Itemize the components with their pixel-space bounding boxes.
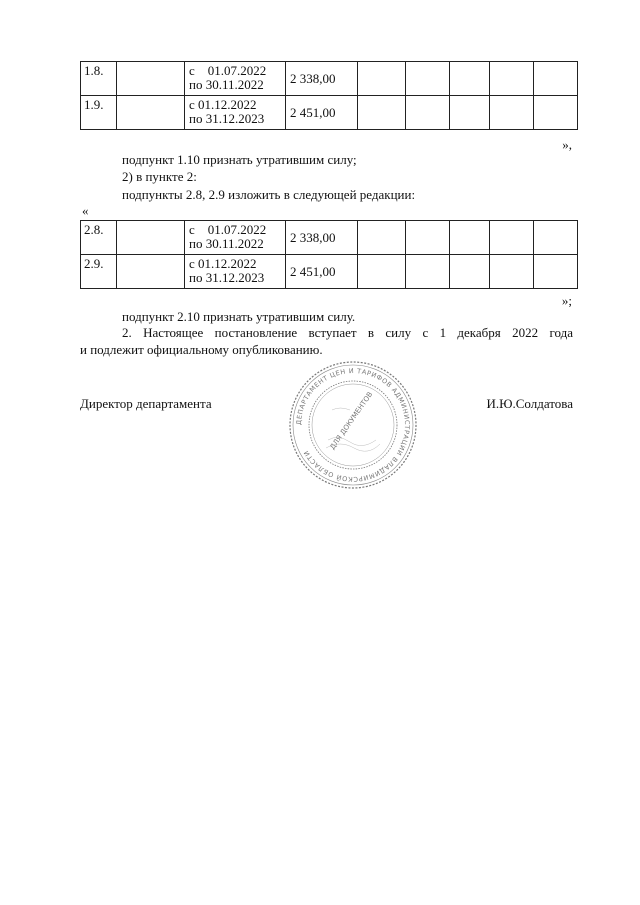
period-from: с 01.07.2022	[189, 63, 267, 78]
row-number: 1.8.	[81, 62, 117, 96]
paragraph: 2. Настоящее постановление вступает в силу с 1 декабря 2022 года	[122, 325, 573, 340]
row-number: 1.9.	[81, 96, 117, 130]
paragraph: 2) в пункте 2:	[122, 169, 197, 184]
paragraph: подпункты 2.8, 2.9 изложить в следующей редакции:	[122, 187, 416, 202]
empty-cell	[534, 96, 578, 130]
paragraph: и подлежит официальному опубликованию.	[80, 342, 323, 357]
price-cell: 2 451,00	[286, 96, 358, 130]
table-row	[81, 255, 578, 289]
period-from: с 01.12.2022	[189, 256, 257, 271]
period-from: с 01.07.2022	[189, 222, 267, 237]
period-from: с 01.12.2022	[189, 97, 257, 112]
period-cell	[185, 96, 286, 130]
period-to: по 30.11.2022	[189, 77, 264, 92]
empty-cell	[450, 221, 490, 255]
closing-quote: »;	[561, 293, 572, 308]
empty-cell	[534, 221, 578, 255]
empty-cell	[490, 255, 534, 289]
opening-quote: «	[82, 203, 89, 218]
empty-cell	[490, 96, 534, 130]
closing-quote: »,	[562, 137, 572, 152]
table-row	[81, 221, 578, 255]
seal-outer-text: ДЕПАРТАМЕНТ ЦЕН И ТАРИФОВ АДМИНИСТРАЦИИ ВЛАДИМИРСКОЙ ОБЛАСТИ	[294, 366, 412, 484]
price-cell: 2 451,00	[286, 255, 358, 289]
period-cell	[185, 221, 286, 255]
period-to: по 30.11.2022	[189, 236, 264, 251]
signature-position: Директор департамента	[80, 396, 212, 411]
empty-cell	[450, 96, 490, 130]
empty-cell	[406, 221, 450, 255]
empty-cell	[117, 96, 185, 130]
price-cell: 2 338,00	[286, 221, 358, 255]
tariff-table-1	[80, 61, 578, 130]
empty-cell	[406, 62, 450, 96]
empty-cell	[450, 62, 490, 96]
empty-cell	[490, 62, 534, 96]
row-number: 2.8.	[81, 221, 117, 255]
official-seal	[288, 360, 418, 490]
row-number: 2.9.	[81, 255, 117, 289]
empty-cell	[450, 255, 490, 289]
empty-cell	[117, 221, 185, 255]
period-to: по 31.12.2023	[189, 111, 265, 126]
empty-cell	[117, 62, 185, 96]
period-cell	[185, 255, 286, 289]
empty-cell	[358, 96, 406, 130]
empty-cell	[358, 221, 406, 255]
paragraph: подпункт 2.10 признать утратившим силу.	[122, 309, 356, 324]
table-row	[81, 62, 578, 96]
empty-cell	[406, 96, 450, 130]
price-cell: 2 338,00	[286, 62, 358, 96]
period-to: по 31.12.2023	[189, 270, 265, 285]
signature-name: И.Ю.Солдатова	[486, 396, 573, 411]
empty-cell	[534, 255, 578, 289]
empty-cell	[490, 221, 534, 255]
empty-cell	[117, 255, 185, 289]
period-cell	[185, 62, 286, 96]
empty-cell	[358, 255, 406, 289]
table-row	[81, 96, 578, 130]
tariff-table-2	[80, 220, 578, 289]
seal-inner-text: ДЛЯ ДОКУМЕНТОВ	[328, 390, 375, 452]
empty-cell	[358, 62, 406, 96]
paragraph: подпункт 1.10 признать утратившим силу;	[122, 152, 357, 167]
empty-cell	[534, 62, 578, 96]
empty-cell	[406, 255, 450, 289]
